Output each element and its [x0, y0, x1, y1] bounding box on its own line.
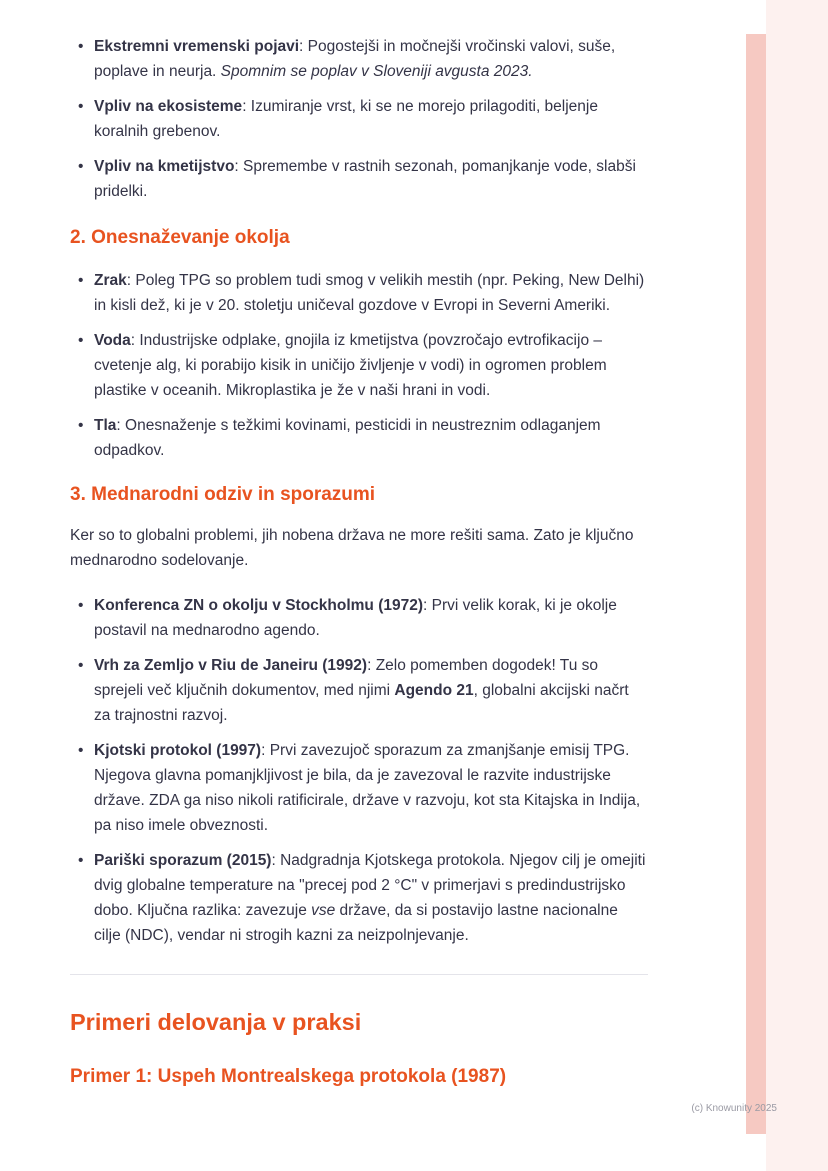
bullet-text: : Poleg TPG so problem tudi smog v velikih mestih (npr. Peking, New Delhi) in kisli dež, ki je v 20. stoletju uničeval gozdove v Evropi in Severni Ameriki. [94, 272, 645, 314]
bullet-text: : Prvi velik korak, ki je okolje postavil na mednarodno agendo. [94, 597, 617, 639]
page-edge-accent-stripe [746, 34, 766, 1134]
list-item [70, 413, 648, 463]
climate-effects-list [70, 34, 648, 204]
bullet-text: : Prvi zavezujoč sporazum za zmanjšanje emisij TPG. Njegova glavna pomanjkljivost je bila, da je zavezoval le razvite industrijske države. ZDA ga niso nikoli ratificirale, države v razvoju, kot sta Kitajska in Indija, pa niso imele obveznosti. [94, 742, 641, 834]
list-item [70, 653, 648, 728]
bullet-label: Zrak [94, 272, 127, 289]
page-edge-accent-wash [766, 0, 828, 1171]
list-item [70, 268, 648, 318]
bullet-italic-term: vse [311, 902, 336, 919]
bullet-text: , globalni akcijski načrt za trajnostni razvoj. [94, 682, 629, 724]
list-item [70, 328, 648, 403]
bullet-bold-term: Agendo 21 [394, 682, 474, 699]
bullet-label: Konferenca ZN o okolju v Stockholmu (1972) [94, 597, 424, 614]
bullet-text: : Pogostejši in močnejši vročinski valovi, suše, poplave in neurja. [94, 38, 616, 80]
bullet-label: Vpliv na kmetijstvo [94, 158, 235, 175]
pollution-list [70, 268, 648, 463]
list-item [70, 34, 648, 84]
copyright-notice: (c) Knowunity 2025 [691, 1103, 777, 1114]
section-divider [70, 974, 648, 975]
document-content [70, 0, 648, 1089]
response-intro-paragraph: Ker so to globalni problemi, jih nobena država ne more rešiti sama. Zato je ključno mednarodno sodelovanje. [70, 527, 634, 569]
bullet-italic-note: Spomnim se poplav v Sloveniji avgusta 2023. [220, 63, 533, 80]
list-item [70, 848, 648, 948]
bullet-text: države, da si postavijo lastne nacionalne cilje (NDC), vendar ni strogih kazni za neizpolnjevanje. [94, 902, 618, 944]
bullet-label: Tla [94, 417, 117, 434]
examples-main-heading: Primeri delovanja v praksi [70, 1009, 362, 1035]
bullet-text: : Onesnaženje s težkimi kovinami, pesticidi in neustreznim odlaganjem odpadkov. [94, 417, 601, 459]
bullet-text: : Nadgradnja Kjotskega protokola. Njegov cilj je omejiti dvig globalne temperature na "precej pod 2 °C" v primerjavi s predindustrijsko dobo. Ključna razlika: zavezuje [94, 852, 646, 919]
example1-heading: Primer 1: Uspeh Montrealskega protokola (1987) [70, 1066, 507, 1087]
list-item [70, 94, 648, 144]
bullet-text: : Zelo pomemben dogodek! Tu so sprejeli več ključnih dokumentov, med njimi [94, 657, 598, 699]
bullet-text: : Industrijske odplake, gnojila iz kmetijstva (povzročajo evtrofikacijo – cvetenje alg, ki porabijo kisik in uničijo življenje v vodi) in ogromen problem plastike v oceanih. Mikroplastika je že v naši hrani in vodi. [94, 332, 607, 399]
bullet-label: Vrh za Zemljo v Riu de Janeiru (1992) [94, 657, 368, 674]
bullet-label: Kjotski protokol (1997) [94, 742, 262, 759]
bullet-label: Pariški sporazum (2015) [94, 852, 272, 869]
list-item [70, 593, 648, 643]
bullet-label: Vpliv na ekosisteme [94, 98, 243, 115]
bullet-label: Ekstremni vremenski pojavi [94, 38, 300, 55]
agreements-list [70, 593, 648, 948]
section-heading-response: 3. Mednarodni odziv in sporazumi [70, 484, 376, 505]
section-heading-pollution: 2. Onesnaževanje okolja [70, 227, 290, 248]
bullet-label: Voda [94, 332, 131, 349]
bullet-text: : Spremembe v rastnih sezonah, pomanjkanje vode, slabši pridelki. [94, 158, 636, 200]
list-item [70, 154, 648, 204]
bullet-text: : Izumiranje vrst, ki se ne morejo prilagoditi, beljenje koralnih grebenov. [94, 98, 598, 140]
list-item [70, 738, 648, 838]
